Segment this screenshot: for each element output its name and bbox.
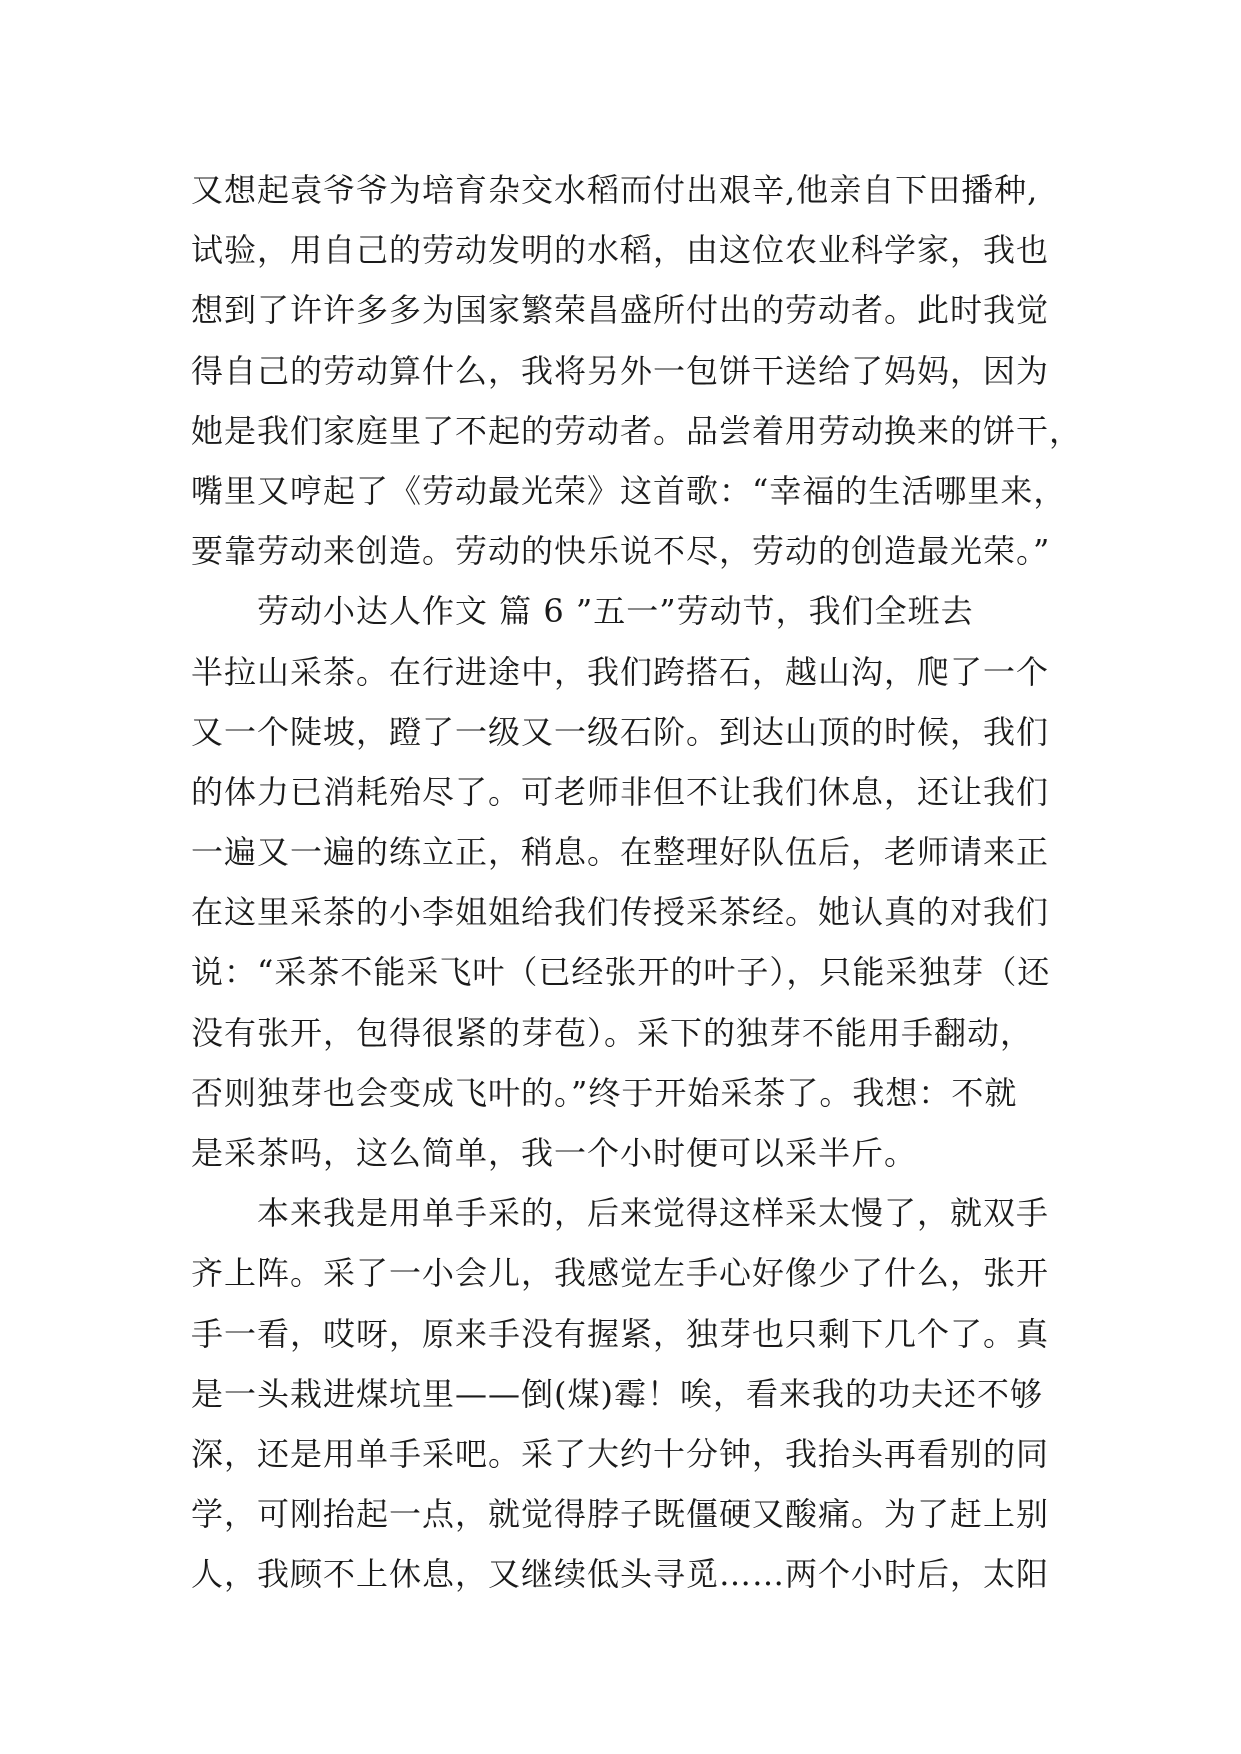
body-text xyxy=(191,160,1111,1605)
text-line: 得自己的劳动算什么，我将另外一包饼干送给了妈妈，因为 xyxy=(191,351,1050,390)
text-line: 嘴里又哼起了《劳动最光荣》这首歌：“幸福的生活哪里来， xyxy=(191,471,1067,510)
text-line: 在这里采茶的小李姐姐给我们传授采茶经。她认真的对我们 xyxy=(191,893,1050,932)
text-line: 又一个陡坡，蹬了一级又一级石阶。到达山顶的时候，我们 xyxy=(191,712,1050,751)
text-line: 学，可刚抬起一点，就觉得脖子既僵硬又酸痛。为了赶上别 xyxy=(191,1495,1050,1534)
text-line: 说：“采茶不能采飞叶（已经张开的叶子），只能采独芽（还 xyxy=(191,953,1051,992)
text-line: 试验，用自己的劳动发明的水稻，由这位农业科学家，我也 xyxy=(191,231,1050,270)
text-line: 一遍又一遍的练立正，稍息。在整理好队伍后，老师请来正 xyxy=(191,833,1050,872)
paragraph-start-line: 本来我是用单手采的，后来觉得这样采太慢了，就双手 xyxy=(257,1194,1050,1233)
text-line: 是采茶吗，这么简单，我一个小时便可以采半斤。 xyxy=(191,1134,918,1172)
text-line: 否则独芽也会变成飞叶的。”终于开始采茶了。我想：不就 xyxy=(191,1073,1018,1112)
text-line: 想到了许许多多为国家繁荣昌盛所付出的劳动者。此时我觉 xyxy=(191,291,1050,330)
text-line: 的体力已消耗殆尽了。可老师非但不让我们休息，还让我们 xyxy=(191,772,1050,811)
text-line: 半拉山采茶。在行进途中，我们跨搭石，越山沟，爬了一个 xyxy=(191,652,1050,691)
text-line: 齐上阵。采了一小会儿，我感觉左手心好像少了什么，张开 xyxy=(191,1254,1050,1293)
text-line: 是一头栽进煤坑里——倒(煤)霉！唉，看来我的功夫还不够 xyxy=(191,1374,1043,1413)
section-heading-line: 劳动小达人作文 篇 6 ”五一”劳动节，我们全班去 xyxy=(257,592,974,631)
text-line: 要靠劳动来创造。劳动的快乐说不尽，劳动的创造最光荣。” xyxy=(191,532,1051,571)
text-line: 又想起袁爷爷为培育杂交水稻而付出艰辛,他亲自下田播种, xyxy=(191,171,1039,209)
text-line: 没有张开，包得很紧的芽苞）。采下的独芽不能用手翻动， xyxy=(191,1013,1034,1052)
text-line: 深，还是用单手采吧。采了大约十分钟，我抬头再看别的同 xyxy=(191,1434,1050,1473)
text-line: 手一看，哎呀，原来手没有握紧，独芽也只剩下几个了。真 xyxy=(191,1314,1050,1353)
text-line: 她是我们家庭里了不起的劳动者。品尝着用劳动换来的饼干， xyxy=(191,411,1083,450)
text-line: 人，我顾不上休息，又继续低头寻觅……两个小时后，太阳 xyxy=(191,1555,1050,1594)
